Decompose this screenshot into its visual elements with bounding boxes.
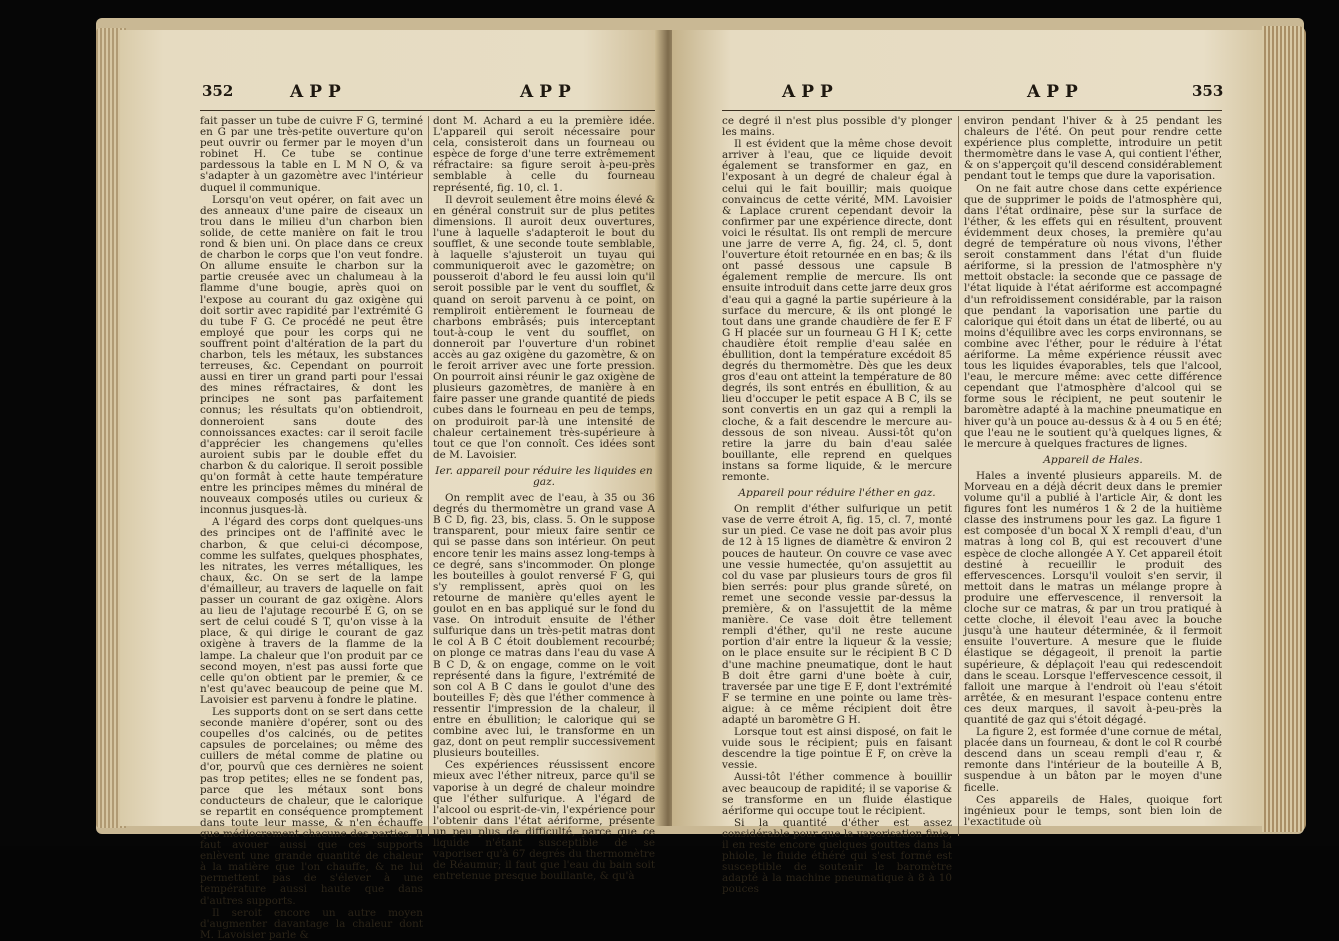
left-head-rule: [200, 110, 655, 111]
paragraph: On ne fait autre chose dans cette expérience que de supprimer le poids de l'atmosphère qui, dans l'état ordinaire, pèse sur la surface de l'éther, & les effets qui en résultent, prouvent évidemment deux choses, la première qu'au degré de température où nous vivons, l'éther seroit constamment dans l'état d'un fluide aériforme, si la pression de l'atmosphère n'y mettoit obstacle: la seconde que ce passage de l'état liquide à l'état aériforme est accompagné d'un refroidissement considérable, par la raison que pendant la vaporisation une partie du calorique qui étoit dans un état de liberté, ou au moins d'équilibre avec les corps environnans, se combine avec l'éther, pour le réduire à l'état aériforme. La même expérience réussit avec tous les liquides évaporables, tels que l'alcool, l'eau, le mercure même: avec cette différence cependant que l'atmosphère d'alcool qui se forme sous le récipient, ne peut soutenir le baromètre adapté à la machine pneumatique en hiver qu'à un pouce au-dessus & à 4 ou 5 en été; que l'eau ne le soutient qu'à quelques lignes, & le mercure à quelques fractures de lignes.: [964, 182, 1222, 450]
right-column-divider: [958, 116, 959, 836]
right-running-head-right: APP: [1027, 82, 1084, 102]
paragraph: Les supports dont on se sert dans cette seconde manière d'opérer, sont ou des coupelles d'os calcinés, ou de petites capsules de porcelaines; ou même des cuillers de métal comme de platine ou d'or, pourvû que ces dernières ne soient pas trop petites; elles ne se fondent pas, parce que les métaux sont bons conducteurs de chaleur, que le calorique se repartit en conséquence promptement dans toute leur masse, & n'en échauffe que médiocrement chacune des parties. Il faut avouer aussi que ces supports enlèvent une grande quantité de chaleur à la matière que l'on chauffe, & ne lui permettent pas de s'élever à une température aussi haute que dans d'autres supports.: [200, 705, 423, 907]
section-heading: Ier. appareil pour réduire les liquides en gaz.: [435, 464, 653, 488]
paragraph: fait passer un tube de cuivre F G, terminé en G par une très-petite ouverture qu'on peut ouvrir ou fermer par le moyen d'un robinet H. Ce tube se continue pardessous la table en L M N O, & va s'adapter à un gazomètre avec l'intérieur duquel il communique.: [200, 115, 423, 194]
paragraph: Ces expériences réussissent encore mieux avec l'éther nitreux, parce qu'il se vaporise à un degré de chaleur moindre que l'éther sulfurique. A l'égard de l'alcool ou esprit-de-vin, l'expérience pour l'obtenir dans l'état aériforme, présente un peu plus de difficulté, parce que ce liquide n'étant susceptible de se vaporiser qu'à 67 degrés du thermomètre de Réaumur; il faut que l'eau du bain soit entretenue presque bouillante, & qu'à: [433, 759, 655, 883]
left-column-1: [200, 115, 423, 941]
paragraph: Hales a inventé plusieurs appareils. M. de Morveau en a déjà décrit deux dans le premier volume qu'il a publié à l'article Air, & dont les figures font les numéros 1 & 2 de la huitième classe des instrumens pour les gaz. La figure 1 est composée d'un bocal X X rempli d'eau, d'un matras à long col B, qui est recouvert d'une espèce de cloche allongée A Y. Cet appareil étoit destiné à recueillir le produit des effervescences. Lorsqu'il vouloit s'en servir, il mettoit dans le matras un mélange propre à produire une effervescence, il renversoit la cloche sur ce matras, & par un trou pratiqué à cette cloche, il élevoit l'eau avec la bouche jusqu'à une hauteur déterminée, & il fermoit ensuite l'ouverture. A mesure que le fluide élastique se dégageoit, il prenoit la partie supérieure, & déplaçoit l'eau qui redescendoit dans le sceau. Lorsque l'effervescence cessoit, il falloit une marque à l'endroit où l'eau s'étoit arrêtée, & en mesurant l'espace contenu entre ces deux marques, il savoit à-peu-près la quantité de gaz qui s'étoit dégagé.: [964, 469, 1222, 726]
right-column-2: [964, 116, 1222, 826]
paragraph: On remplit avec de l'eau, à 35 ou 36 degrés du thermomètre un grand vase A B C D, fig. 23, bis, class. 5. On le suppose transparent, pour mieux faire sentir ce qui se passe dans son intérieur. On peut encore tenir les mains assez long-temps à ce degré, sans s'incommoder. On plonge les bouteilles à goulot renversé F G, qui s'y remplissent, après quoi on les retourne de manière qu'elles ayent le goulot en en bas appliqué sur le fond du vase. On introduit ensuite de l'éther sulfurique dans un très-petit matras dont le col A B C étoit doublement recourbé; on plonge ce matras dans l'eau du vase A B C D, & on engage, comme on le voit représenté dans la figure, l'extrémité de son col A B C dans le goulot d'une des bouteilles F; dès que l'éther commence à ressentir l'impression de la chaleur, il entre en ébullition; le calorique qui se combine avec lui, le transforme en un gaz, dont on peut remplir successivement plusieurs bouteilles.: [433, 492, 655, 760]
section-heading: Appareil pour réduire l'éther en gaz.: [738, 487, 936, 500]
right-page-edges: [1262, 26, 1306, 832]
left-column-2: [433, 115, 655, 883]
paragraph: Lorsque tout est ainsi disposé, on fait le vuide sous le récipient; puis en faisant descendre la tige pointue E F, on crève la vessie.: [722, 726, 952, 772]
paragraph: Lorsqu'on veut opérer, on fait avec un des anneaux d'une paire de ciseaux un trou dans le milieu d'un charbon bien solide, de cette manière on fait le trou rond & bien uni. On place dans ce creux de charbon le corps que l'on veut fondre. On allume ensuite le charbon sur la partie creusée avec un chalumeau à la flamme d'une bougie, après quoi on l'expose au courant du gaz oxigène qui doit sortir avec rapidité par l'extrémité G du tube F G. Ce procédé ne peut être employé que pour les corps qui ne souffrent point d'altération de la part du charbon, tels les métaux, les substances terreuses, &c. Cependant on pourroit aussi en tirer un grand parti pour l'essai des mines réfractaires, & dont les principes ne sont pas parfaitement connus; les résultats qu'on obtiendroit, donneroient sans doute des connoissances exactes: car il seroit facile d'apprécier les changemens qu'elles auroient subis par le double effet du charbon & du calorique. Il seroit possible qu'on formât à cette haute température entre les principes mêmes du minéral de nouveaux composés utiles ou curieux & inconnus jusques-là.: [200, 193, 423, 517]
section-heading: Appareil de Hales.: [1043, 453, 1143, 466]
right-page-number: 353: [1192, 82, 1224, 100]
paragraph: Il seroit encore un autre moyen d'augmenter davantage la chaleur dont M. Lavoisier parle &: [200, 906, 423, 941]
paragraph: Il devroit seulement être moins élevé & en général construit sur de plus petites dimensions. Il auroit deux ouvertures, l'une à laquelle s'adapteroit le bout du soufflet, & une seconde toute semblable, à laquelle s'ajusteroit un tuyau qui communiqueroit avec le gazomètre; on pousseroit d'abord le feu aussi loin qu'il seroit possible par le vent du soufflet, & quand on seroit parvenu à ce point, on rempliroit entièrement le fourneau de charbons embrâsés; puis interceptant tout-à-coup le vent du soufflet, on donneroit par l'ouverture d'un robinet accès au gaz oxigène du gazomètre, & on le feroit arriver avec une forte pression. On pourroit ainsi réunir le gaz oxigène de plusieurs gazomètres, de manière à en faire passer une grande quantité de pieds cubes dans le fourneau en peu de temps, on produiroit par-là une intensité de chaleur certainement très-supérieure à tout ce que l'on connoît. Ces idées sont de M. Lavoisier.: [433, 193, 655, 461]
right-page: [672, 30, 1262, 896]
paragraph: Il est évident que la même chose devoit arriver à l'eau, que ce liquide devoit également se transformer en gaz, en l'exposant à un degré de chaleur égal à celui qui le fait bouillir; mais quoique convaincus de cette vérité, MM. Lavoisier & Laplace crurent cependant devoir la confirmer par une expérience directe, dont voici le résultat. Ils ont rempli de mercure une jarre de verre A, fig. 24, cl. 5, dont l'ouverture étoit retournée en en bas; & ils ont passé dessous une capsule B également remplie de mercure. Ils ont ensuite introduit dans cette jarre deux gros d'eau qui a gagné la partie supérieure à la surface du mercure, & ils ont plongé le tout dans une grande chaudière de fer E F G H placée sur un fourneau G H I K; cette chaudière étoit remplie d'eau salée en ébullition, dont la température excédoit 85 degrés du thermomètre. Dès que les deux gros d'eau ont atteint la température de 80 degrés, ils sont entrés en ébullition, & au lieu d'occuper le petit espace A B C, ils se sont convertis en un gaz qui a rempli la cloche, & a fait descendre le mercure au-dessous de son niveau. Aussi-tôt qu'on retire la jarre du bain d'eau salée bouillante, elle reprend en quelques instans sa forme liquide, & le mercure remonte.: [722, 138, 952, 483]
right-running-head-left: APP: [782, 82, 839, 102]
right-column-1: [722, 115, 952, 896]
paragraph: On remplit d'éther sulfurique un petit vase de verre étroit A, fig. 15, cl. 7, monté sur un pied. Ce vase ne doit pas avoir plus de 12 à 15 lignes de diamètre & environ 2 pouces de hauteur. On couvre ce vase avec une vessie humectée, qu'on assujettit au col du vase par plusieurs tours de gros fil bien serrés: pour plus grande sûreté, on remet une seconde vessie par-dessus la première, & on l'assujettit de la même manière. Ce vase doit être tellement rempli d'éther, qu'il ne reste aucune portion d'air entre la liqueur & la vessie; on le place ensuite sur le récipient B C D d'une machine pneumatique, dont le haut B doit être garni d'une boète à cuir, traversée par une tige E F, dont l'extrémité F se termine en une pointe ou lame très-aigue: à ce même récipient doit être adapté un baromètre G H.: [722, 503, 952, 726]
paragraph: dont M. Achard a eu la première idée. L'appareil qui seroit nécessaire pour cela, consisteroit dans un fourneau ou espèce de forge d'une terre extrêmement réfractaire: sa figure seroit à-peu-près semblable à celle du fourneau représenté, fig. 10, cl. 1.: [433, 115, 655, 194]
left-page: [120, 30, 665, 941]
left-running-head-left: APP: [290, 82, 347, 102]
paragraph: La figure 2, est formée d'une cornue de métal, placée dans un fourneau, & dont le col R courbé descend dans un sceau rempli d'eau r, & remonte dans l'intérieur de la bouteille A B, suspendue à un bâton par le moyen d'une ficelle.: [964, 726, 1222, 794]
paragraph: ce degré il n'est plus possible d'y plonger les mains.: [722, 115, 952, 139]
paragraph: Si la quantité d'éther est assez considérable pour que la vaporisation finie, il en reste encore quelques gouttes dans la phiole, le fluide éthéré qui s'est formé est susceptible de soutenir le baromètre adapté à la machine pneumatique à 8 à 10 pouces: [722, 816, 952, 896]
paragraph: A l'égard des corps dont quelques-uns des principes ont de l'affinité avec le charbon, & que celui-ci décompose, comme les sulfates, quelques phosphates, les nitrates, les verres métalliques, les chaux, &c. On se sert de la lampe d'émailleur, au travers de laquelle on fait passer un courant de gaz oxigène. Alors au lieu de l'ajutage recourbé E G, on se sert de celui coudé S T, qu'on visse à la place, & qui dirige le courant de gaz oxigène à travers de la flamme de la lampe. La chaleur que l'on produit par ce second moyen, n'est pas aussi forte que celle qu'on obtient par le premier, & ce n'est qu'avec beaucoup de peine que M. Lavoisier est parvenu à fondre le platine.: [200, 516, 423, 706]
paragraph: Ces appareils de Hales, quoique fort ingénieux pour le temps, sont bien loin de l'exactitude où: [964, 793, 1222, 828]
right-head-rule: [722, 110, 1222, 111]
left-column-divider: [428, 116, 429, 836]
paragraph: Aussi-tôt l'éther commence à bouillir avec beaucoup de rapidité; il se vaporise & se transforme en un fluide élastique aériforme qui occupe tout le récipient.: [722, 771, 952, 817]
left-running-head-right: APP: [520, 82, 577, 102]
paragraph: environ pendant l'hiver & à 25 pendant les chaleurs de l'été. On peut pour rendre cette expérience plus complette, introduire un petit thermomètre dans le vase A, qui contient l'éther, & on s'apperçoit qu'il descend considérablement pendant tout le temps que dure la vaporisation.: [964, 115, 1222, 183]
left-page-number: 352: [202, 82, 234, 100]
